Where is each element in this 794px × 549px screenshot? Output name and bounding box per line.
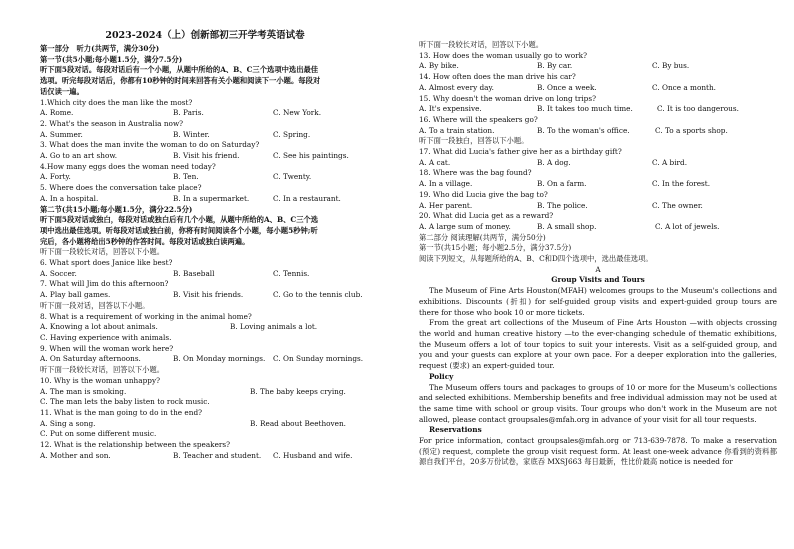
question-18-options: A. In a village. B. On a farm. C. In the forest. bbox=[419, 179, 711, 189]
question-16-options: A. To a train station. B. To the woman's office. C. To a sports shop. bbox=[419, 125, 728, 135]
question-4-options: A. Forty. B. Ten. C. Twenty. bbox=[40, 172, 312, 182]
hint-10: 听下面一段较长对话，回答以下小题。 bbox=[40, 365, 165, 375]
passage-title: Group Visits and Tours bbox=[551, 275, 645, 285]
section1-instruction-2: 选项。听完每段对话后，你都有10秒钟的时间来回答有关小题和阅读下一小题。每段对 bbox=[40, 76, 321, 86]
reservations-heading: Reservations bbox=[429, 425, 482, 435]
question-15: 15. Why doesn't the woman drive on long trips? bbox=[419, 93, 597, 103]
question-15-options: A. It's expensive. B. It takes too much time. C. It is too dangerous. bbox=[419, 104, 739, 114]
right-column bbox=[419, 40, 777, 468]
question-8: 8. What is a requirement of working in the animal home? bbox=[40, 311, 252, 321]
part1-heading: 第一部分 听力(共两节，满分30分) bbox=[40, 44, 160, 53]
question-1: 1.Which city does the man like the most? bbox=[40, 97, 193, 107]
question-16: 16. Where will the speakers go? bbox=[419, 114, 538, 124]
question-9: 9. When will the woman work here? bbox=[40, 343, 174, 353]
part2-heading: 第二部分 阅读理解(共两节，满分50分) bbox=[419, 232, 546, 242]
passage-paragraph-3: The Museum offers tours and packages to groups of 10 or more for the Museum's collections and selected exhibitions. Membership benefits and free individual admission may not be used at the same time with school or group visits. Tour groups who don't work in the Museum are not allowed, please contact groupsales@mfah.org in advance of your visit for all tour requests. bbox=[419, 382, 777, 424]
question-17-options: A. A cat. B. A dog. C. A bird. bbox=[419, 157, 688, 167]
exam-title: 2023-2024（上）创新部初三开学考英语试卷 bbox=[105, 30, 305, 41]
passage-paragraph-4: For price information, contact groupsales@mfah.org or 713-639-7878. To make a reservation (预定) request, complete the group visit request form. At least one-week advance 你看到的资料都源自我们平台，20多万份试卷，家底吞 MXSJ663 每日最新，性比价最高 notice is needed for bbox=[419, 436, 777, 467]
section1-instruction-3: 话仅读一遍。 bbox=[40, 86, 84, 96]
passage-paragraph-2: From the great art collections of the Museum of Fine Arts Houston —with objects crossing the world and human creative history —to the ever-changing schedule of thematic exhibitions, the Museum offers a lot of tour topics to suit your interests. Visit as a self-guided group, and you and your guests can explore at your own pace. For a deeper exploration into the galleries, request (要求) an expert-guided tour. bbox=[419, 318, 777, 371]
question-17: 17. What did Lucia's father give her as a birthday gift? bbox=[419, 147, 622, 157]
section2-instruction-1: 听下面5段对话或独白，每段对话或独白后有几个小题，从题中所给的A、B、C三个选 bbox=[40, 215, 319, 225]
hint-13: 听下面一段较长对话，回答以下小题。 bbox=[419, 40, 544, 49]
question-8-options: A. Knowing a lot about animals. B. Loving animals a lot. bbox=[40, 322, 318, 332]
section1-heading: 第一节(共5小题;每小题1.5分，满分7.5分) bbox=[40, 54, 183, 64]
passage-paragraph-1: The Museum of Fine Arts Houston(MFAH) welcomes groups to the Museum's collections and exhibitions. Discounts (折扣) for self-guided group visits and expert-guided group tours are there for those who book 10 or more tickets. bbox=[419, 286, 777, 317]
question-12: 12. What is the relationship between the speakers? bbox=[40, 440, 231, 450]
question-10-option-c: C. The man lets the baby listen to rock music. bbox=[40, 397, 210, 407]
question-19: 19. Who did Lucia give the bag to? bbox=[419, 189, 548, 199]
question-7-options: A. Play ball games. B. Visit his friends. C. Go to the tennis club. bbox=[40, 290, 363, 300]
question-3: 3. What does the man invite the woman to do on Saturday? bbox=[40, 140, 260, 150]
question-8-option-c: C. Having experience with animals. bbox=[40, 332, 172, 342]
question-14-options: A. Almost every day. B. Once a week. C. Once a month. bbox=[419, 82, 717, 92]
section2-instruction-2: 项中选出最佳选项。听每段对话或独白前，你将有时间阅读各个小题，每小题5秒钟;听 bbox=[40, 225, 318, 235]
hint-6: 听下面一段较长对话，回答以下小题。 bbox=[40, 247, 165, 257]
question-18: 18. Where was the bag found? bbox=[419, 168, 532, 178]
section1-instruction-1: 听下面5段对话。每段对话后有一个小题，从题中所给的A、B、C三个选项中选出最佳 bbox=[40, 65, 319, 75]
question-13: 13. How does the woman usually go to work? bbox=[419, 50, 587, 60]
passage-letter: A bbox=[595, 264, 601, 274]
question-20: 20. What did Lucia get as a reward? bbox=[419, 211, 554, 221]
question-3-options: A. Go to an art show. B. Visit his friend. C. See his paintings. bbox=[40, 151, 349, 161]
question-2-options: A. Summer. B. Winter. C. Spring. bbox=[40, 129, 311, 139]
question-5-options: A. In a hospital. B. In a supermarket. C. In a restaurant. bbox=[40, 193, 341, 203]
hint-17: 听下面一段独白，回答以下小题。 bbox=[419, 136, 529, 146]
hint-8: 听下面一段对话，回答以下小题。 bbox=[40, 300, 150, 310]
question-12-options: A. Mother and son. B. Teacher and student. C. Husband and wife. bbox=[40, 450, 353, 460]
question-20-options: A. A large sum of money. B. A small shop. C. A lot of jewels. bbox=[419, 221, 720, 231]
part2-section1-heading: 第一节(共15小题；每小题2.5分，满分37.5分) bbox=[419, 243, 572, 253]
question-2: 2. What's the season in Australia now? bbox=[40, 118, 184, 128]
question-4: 4.How many eggs does the woman need today? bbox=[40, 161, 216, 171]
question-7: 7. What will Jim do this afternoon? bbox=[40, 279, 169, 289]
question-11-options: A. Sing a song. B. Read about Beethoven. bbox=[40, 418, 347, 428]
question-10-options: A. The man is smoking. B. The baby keeps crying. bbox=[40, 386, 346, 396]
question-11: 11. What is the man going to do in the end? bbox=[40, 407, 203, 417]
section2-instruction-3: 完后，各小题将给出5秒钟的作答时间。每段对话或独白读两遍。 bbox=[40, 236, 250, 246]
question-13-options: A. By bike. B. By car. C. By bus. bbox=[419, 61, 690, 71]
question-9-options: A. On Saturday afternoons. B. On Monday mornings. C. On Sunday mornings. bbox=[40, 354, 364, 364]
question-5: 5. Where does the conversation take place? bbox=[40, 183, 202, 193]
question-10: 10. Why is the woman unhappy? bbox=[40, 375, 160, 385]
part2-instruction: 阅读下列短文，从每题所给的A、B、C和D四个选项中，选出最佳选项。 bbox=[419, 254, 653, 264]
policy-heading: Policy bbox=[429, 371, 454, 381]
question-6-options: A. Soccer. B. Baseball C. Tennis. bbox=[40, 268, 310, 278]
section2-heading: 第二节(共15小题;每小题1.5分，满分22.5分) bbox=[40, 204, 193, 214]
question-1-options: A. Rome. B. Paris. C. New York. bbox=[40, 108, 322, 118]
question-11-option-c: C. Put on some different music. bbox=[40, 429, 157, 439]
question-6: 6. What sport does Janice like best? bbox=[40, 258, 173, 268]
question-14: 14. How often does the man drive his car? bbox=[419, 72, 576, 82]
left-column bbox=[40, 44, 408, 461]
question-19-options: A. Her parent. B. The police. C. The owner. bbox=[419, 200, 703, 210]
